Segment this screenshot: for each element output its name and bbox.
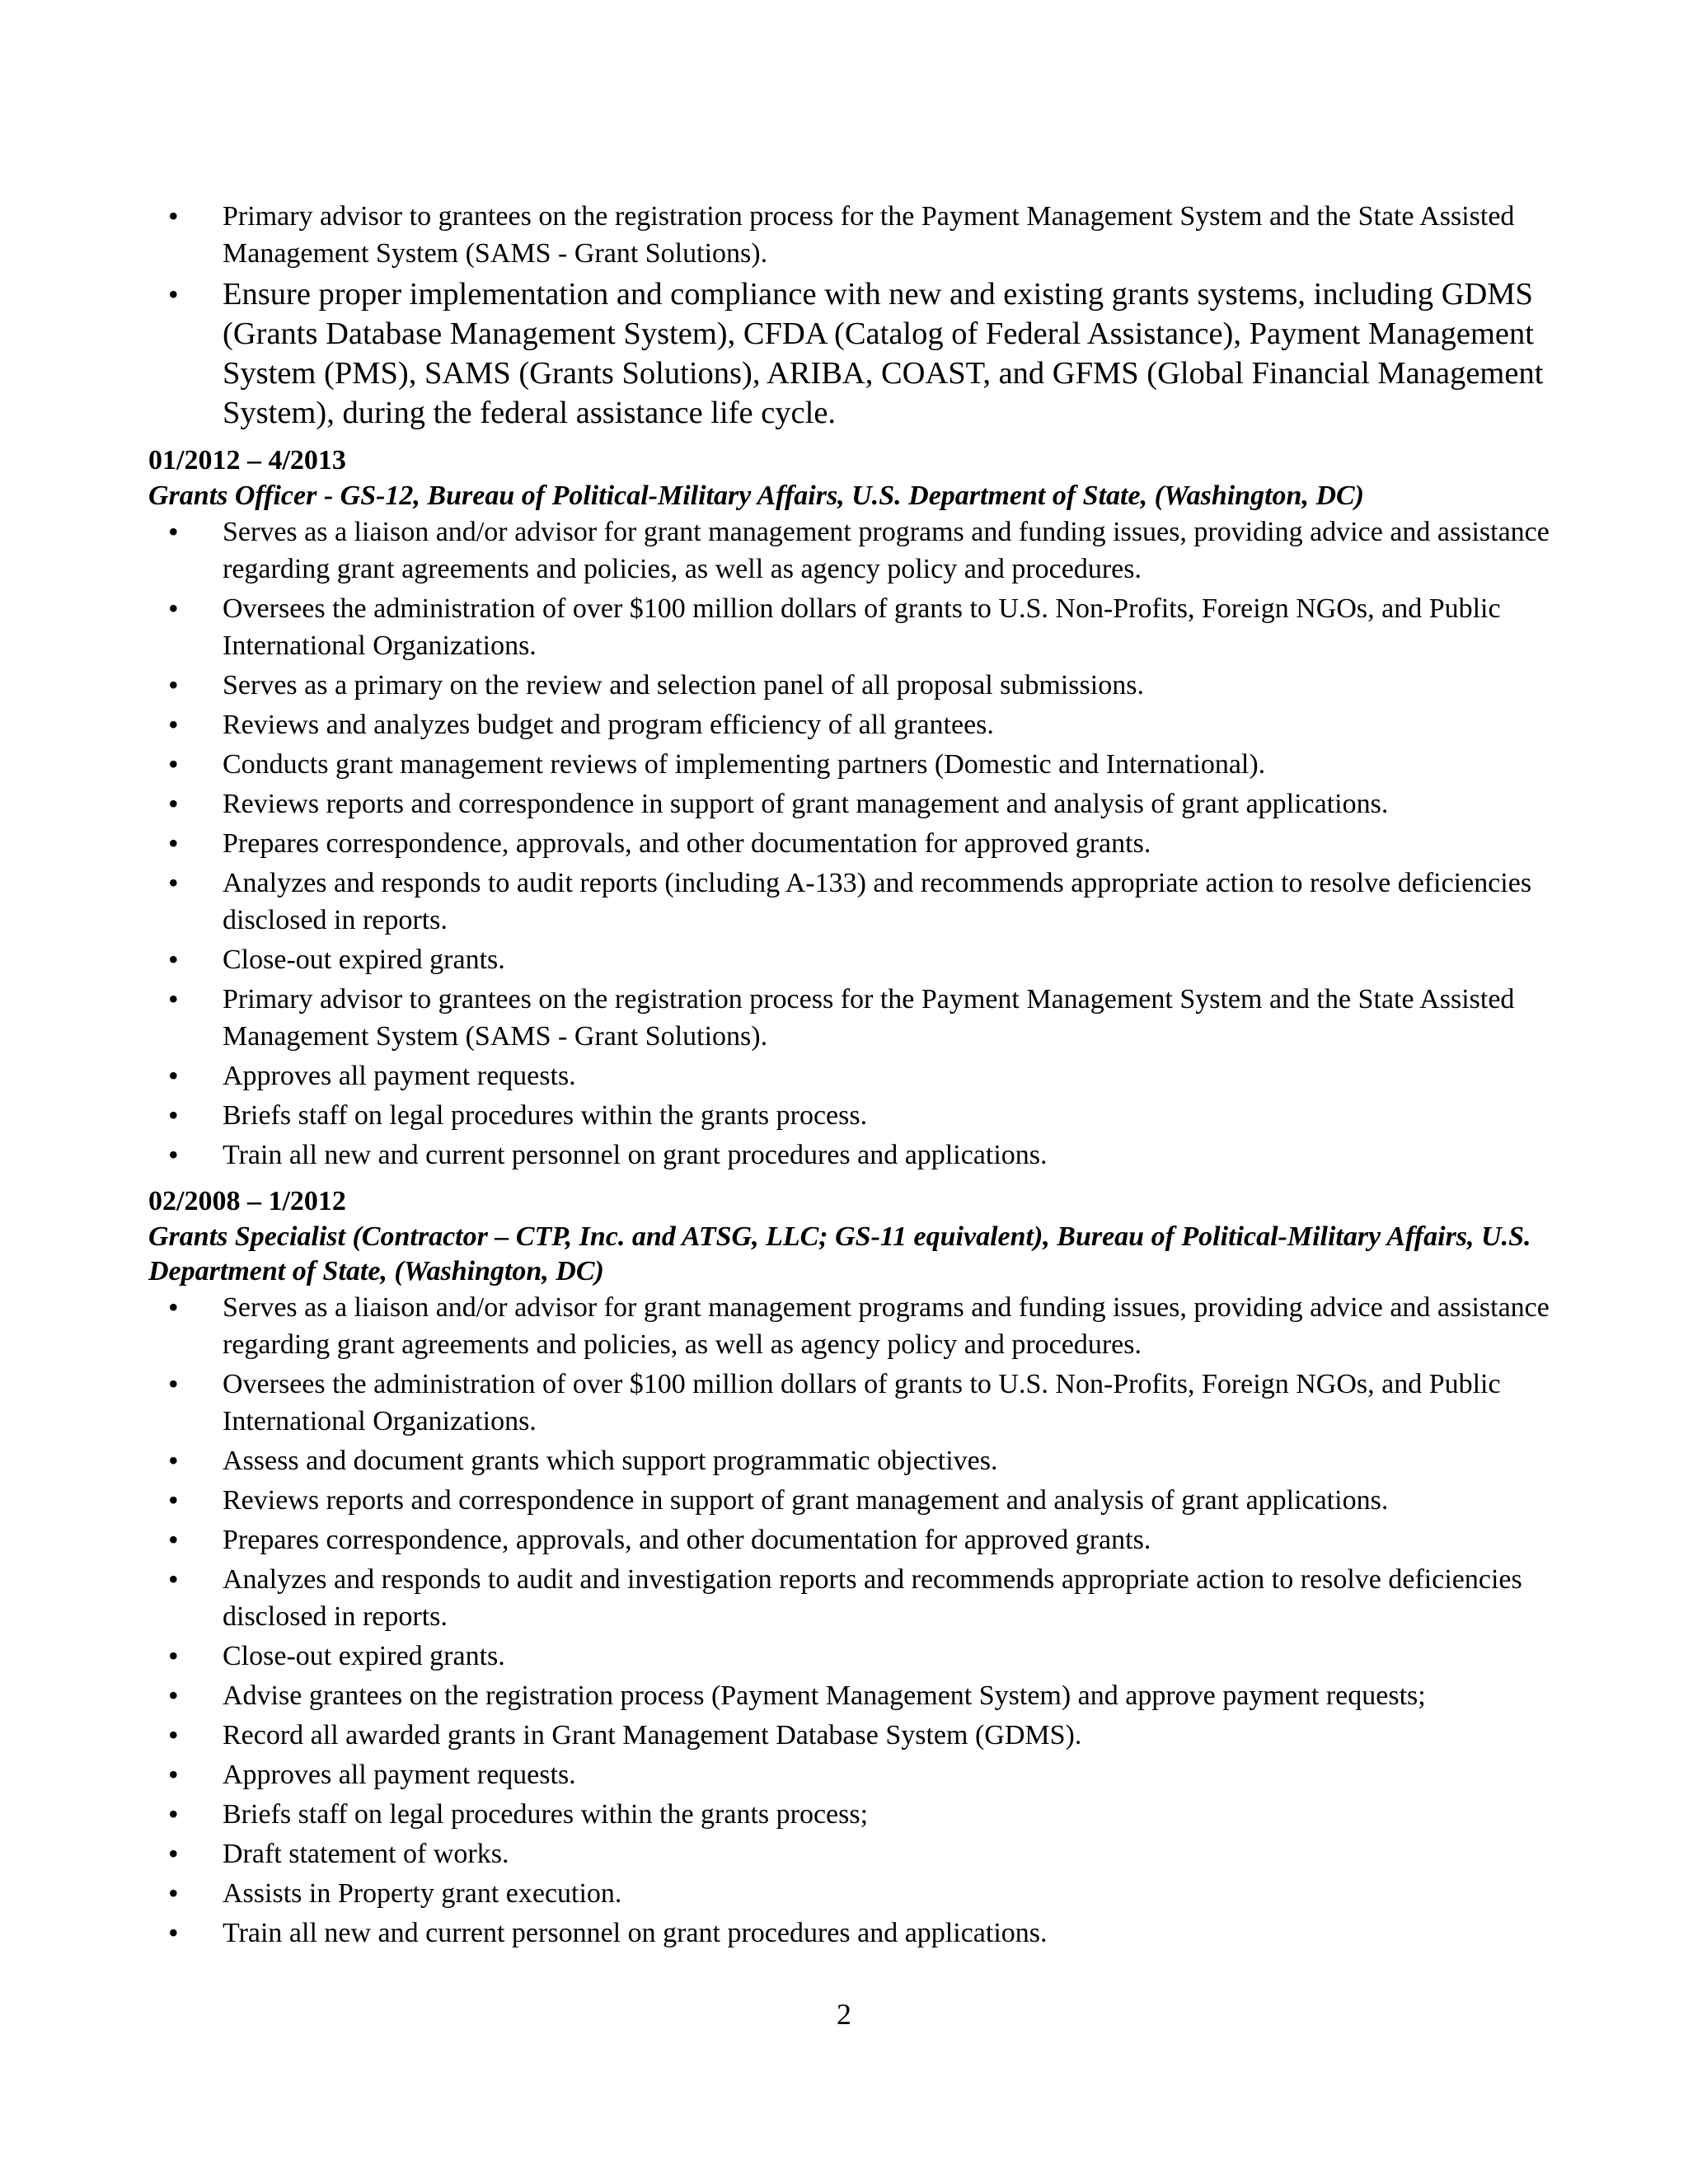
list-item: • Prepares correspondence, approvals, and other documentation for approved grants. [148, 825, 1550, 862]
list-item: • Serves as a liaison and/or advisor for grant management programs and funding issues, providing advice and assistance regarding grant agreements and policies, as well as agency policy and procedures. [148, 513, 1550, 588]
list-item: • Ensure proper implementation and compliance with new and existing grants systems, including GDMS (Grants Database Management System), CFDA (Catalog of Federal Assistance), Payment Management System (PMS), SAMS (Grants Solutions), ARIBA, COAST, and GFMS (Global Financial Management System), during the federal assistance life cycle. [148, 274, 1550, 433]
job-bullet-list [148, 1289, 1550, 1952]
job-section-grants-officer [148, 443, 1550, 1174]
job-title: Grants Specialist (Contractor – CTP, Inc. and ATSG, LLC; GS-11 equivalent), Bureau of Political-Military Affairs, U.S. Department of State, (Washington, DC) [148, 1221, 1531, 1286]
list-item: • Assess and document grants which support programmatic objectives. [148, 1442, 1550, 1479]
list-item: • Advise grantees on the registration process (Payment Management System) and approve payment requests; [148, 1677, 1550, 1714]
list-item: • Train all new and current personnel on grant procedures and applications. [148, 1137, 1550, 1174]
list-item: • Reviews reports and correspondence in support of grant management and analysis of grant applications. [148, 1482, 1550, 1519]
job-bullet-list [148, 513, 1550, 1174]
list-item: • Primary advisor to grantees on the registration process for the Payment Management System and the State Assisted Management System (SAMS - Grant Solutions). [148, 981, 1550, 1055]
job-dates: 01/2012 – 4/2013 [148, 445, 346, 476]
list-item: • Reviews and analyzes budget and program efficiency of all grantees. [148, 706, 1550, 743]
list-item: • Close-out expired grants. [148, 1638, 1550, 1675]
intro-bullet-list [148, 198, 1550, 433]
job-section-grants-specialist [148, 1183, 1550, 1952]
job-title: Grants Officer - GS-12, Bureau of Political-Military Affairs, U.S. Department of State, (Washington, DC) [148, 480, 1364, 511]
list-item: • Primary advisor to grantees on the registration process for the Payment Management System and the State Assisted Management System (SAMS - Grant Solutions). [148, 198, 1550, 272]
list-item: • Oversees the administration of over $100 million dollars of grants to U.S. Non-Profits, Foreign NGOs, and Public International Organizations. [148, 1366, 1550, 1440]
list-item: • Approves all payment requests. [148, 1756, 1550, 1793]
page-number: 2 [837, 1998, 851, 2031]
list-item: • Close-out expired grants. [148, 941, 1550, 978]
list-item: • Reviews reports and correspondence in support of grant management and analysis of grant applications. [148, 785, 1550, 823]
list-item: • Train all new and current personnel on grant procedures and applications. [148, 1915, 1550, 1952]
list-item: • Prepares correspondence, approvals, and other documentation for approved grants. [148, 1521, 1550, 1558]
list-item: • Record all awarded grants in Grant Management Database System (GDMS). [148, 1717, 1550, 1754]
list-item: • Oversees the administration of over $100 million dollars of grants to U.S. Non-Profits, Foreign NGOs, and Public International Organizations. [148, 590, 1550, 664]
job-dates: 02/2008 – 1/2012 [148, 1186, 346, 1216]
list-item: • Briefs staff on legal procedures within the grants process; [148, 1796, 1550, 1833]
list-item: • Analyzes and responds to audit and investigation reports and recommends appropriate action to resolve deficiencies disclosed in reports. [148, 1561, 1550, 1635]
list-item: • Draft statement of works. [148, 1835, 1550, 1872]
list-item: • Serves as a liaison and/or advisor for grant management programs and funding issues, providing advice and assistance regarding grant agreements and policies, as well as agency policy and procedures. [148, 1289, 1550, 1363]
list-item: • Analyzes and responds to audit reports (including A-133) and recommends appropriate action to resolve deficiencies disclosed in reports. [148, 865, 1550, 939]
list-item: • Briefs staff on legal procedures within the grants process. [148, 1097, 1550, 1134]
list-item: • Serves as a primary on the review and selection panel of all proposal submissions. [148, 667, 1550, 704]
list-item: • Conducts grant management reviews of implementing partners (Domestic and International). [148, 746, 1550, 783]
resume-page [148, 198, 1550, 1954]
list-item: • Assists in Property grant execution. [148, 1875, 1550, 1912]
list-item: • Approves all payment requests. [148, 1057, 1550, 1094]
